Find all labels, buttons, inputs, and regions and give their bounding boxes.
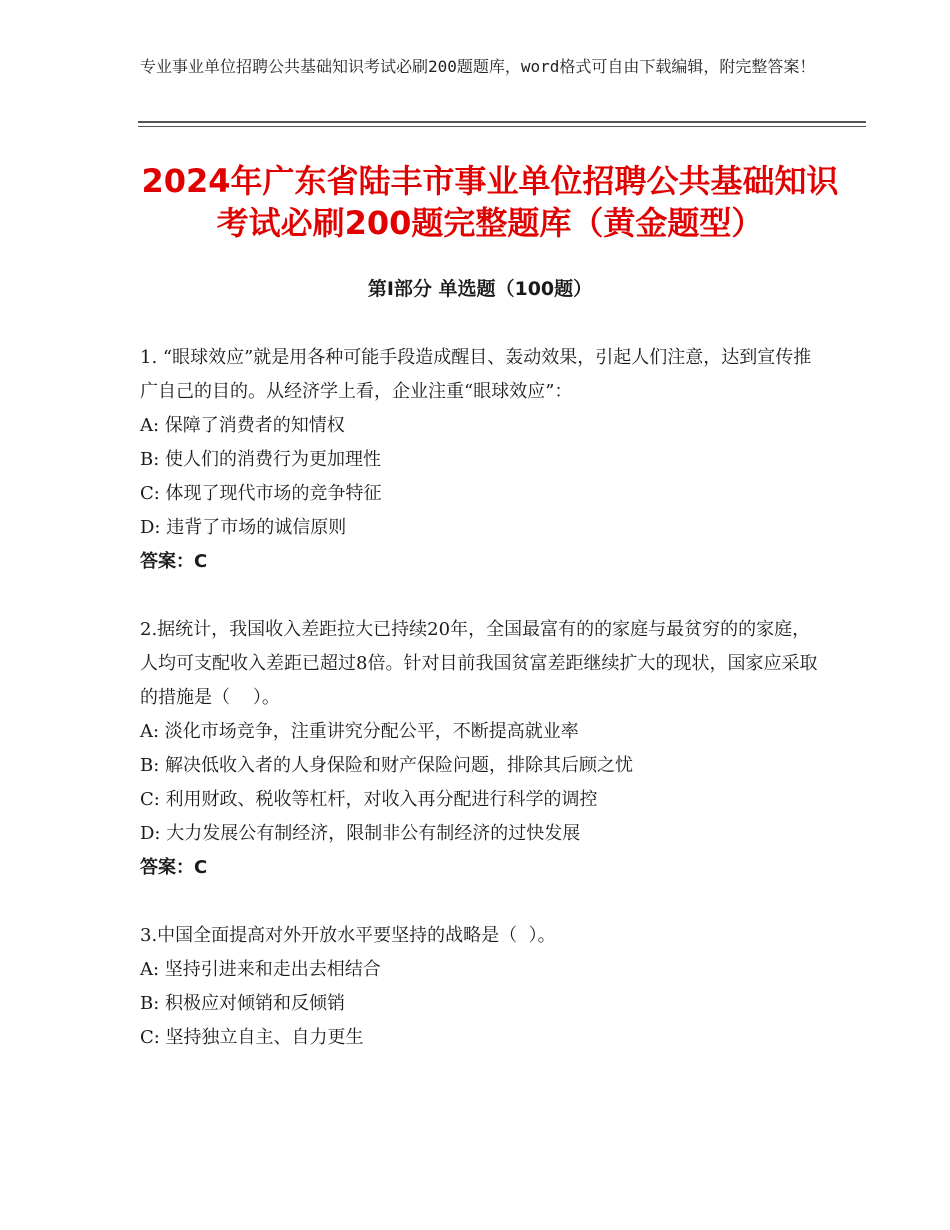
- header-note: 专业事业单位招聘公共基础知识考试必刷200题题库，word格式可自由下载编辑，附完整答案！: [140, 57, 816, 76]
- option-a: A: 淡化市场竞争，注重讲究分配公平，不断提高就业率: [140, 721, 579, 742]
- question-2: [140, 613, 820, 885]
- header-rule-thick: [138, 121, 866, 123]
- option-c: C: 利用财政、税收等杠杆，对收入再分配进行科学的调控: [140, 789, 598, 810]
- option-b: B: 使人们的消费行为更加理性: [140, 449, 382, 470]
- answer: 答案：C: [140, 551, 208, 572]
- option-d: D: 违背了市场的诚信原则: [140, 517, 347, 538]
- option-c: C: 体现了现代市场的竞争特征: [140, 483, 382, 504]
- section-title: 第Ⅰ部分 单选题（100题）: [367, 278, 593, 300]
- option-a: A: 坚持引进来和走出去相结合: [140, 959, 381, 980]
- question-stem: 2.据统计，我国收入差距拉大已持续20年，全国最富有的的家庭与最贫穷的的家庭，人均可支配收入差距已超过8倍。针对目前我国贫富差距继续扩大的现状，国家应采取的措施是（ ）。: [140, 619, 818, 708]
- question-stem: 3.中国全面提高对外开放水平要坚持的战略是（ ）。: [140, 925, 556, 946]
- option-a: A: 保障了消费者的知情权: [140, 415, 345, 436]
- question-1: [140, 341, 820, 579]
- option-c: C: 坚持独立自主、自力更生: [140, 1027, 364, 1048]
- option-b: B: 积极应对倾销和反倾销: [140, 993, 346, 1014]
- option-d: D: 大力发展公有制经济，限制非公有制经济的过快发展: [140, 823, 581, 844]
- document-title: 2024年广东省陆丰市事业单位招聘公共基础知识考试必刷200题完整题库（黄金题型）: [141, 162, 839, 242]
- question-3: [140, 919, 820, 1055]
- answer: 答案：C: [140, 857, 208, 878]
- header-rule-thin: [138, 126, 866, 127]
- question-list: [140, 341, 820, 1089]
- question-stem: 1. “眼球效应”就是用各种可能手段造成醒目、轰动效果，引起人们注意，达到宣传推广自己的目的。从经济学上看，企业注重“眼球效应”：: [140, 347, 812, 402]
- option-b: B: 解决低收入者的人身保险和财产保险问题，排除其后顾之忧: [140, 755, 634, 776]
